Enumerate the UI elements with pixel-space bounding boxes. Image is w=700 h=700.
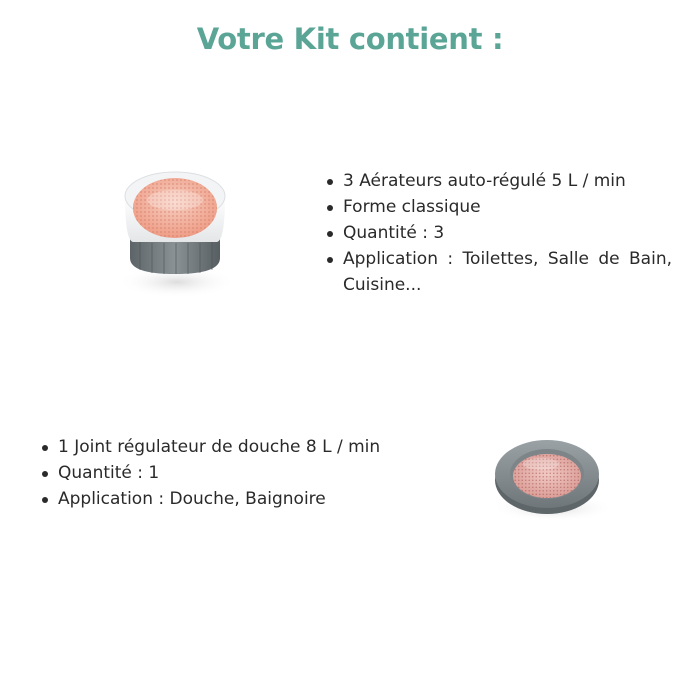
list-item: Application : Douche, Baignoire	[42, 486, 442, 512]
list-item: Forme classique	[327, 194, 672, 220]
aerator-feature-list	[327, 168, 672, 298]
list-item: Application : Toilettes, Salle de Bain, Cuisine...	[327, 246, 672, 298]
list-item: 3 Aérateurs auto-régulé 5 L / min	[327, 168, 672, 194]
list-item: Quantité : 1	[42, 460, 442, 486]
list-item: 1 Joint régulateur de douche 8 L / min	[42, 434, 442, 460]
shower-regulator-feature-list	[42, 434, 442, 512]
page-title: Votre Kit contient :	[196, 22, 504, 56]
list-item: Quantité : 3	[327, 220, 672, 246]
aerator-icon	[95, 150, 255, 310]
shower-regulator-icon	[475, 412, 625, 542]
